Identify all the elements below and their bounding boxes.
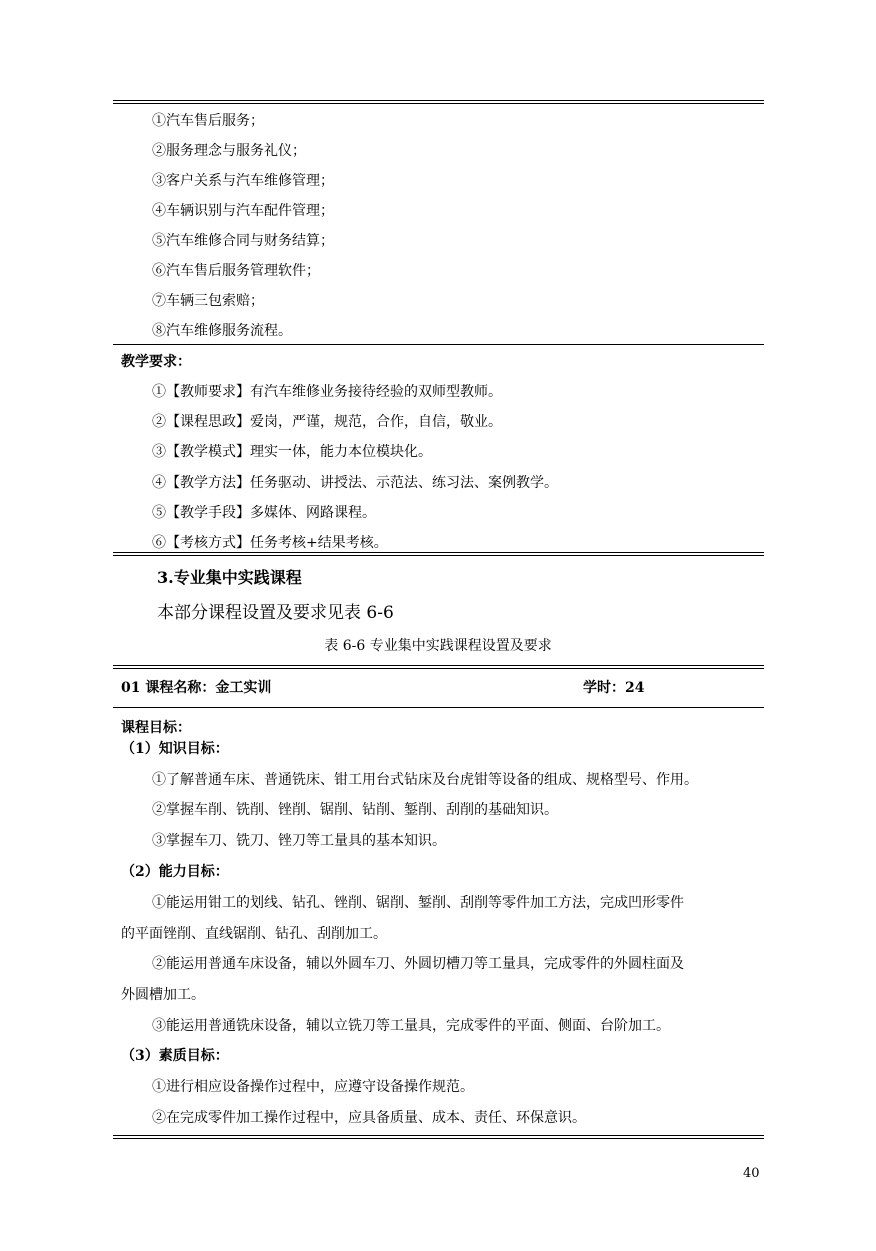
content-item: ④车辆识别与汽车配件管理；	[152, 203, 334, 219]
row-divider	[113, 344, 764, 345]
content-item: ⑧汽车维修服务流程。	[152, 323, 292, 339]
teaching-item: ⑤【教学手段】多媒体、网路课程。	[152, 505, 376, 521]
ability-heading: （2）能力目标：	[121, 864, 229, 880]
knowledge-heading: （1）知识目标：	[121, 741, 229, 757]
teaching-item: ②【课程思政】爱岗，严谨，规范，合作，自信，敬业。	[152, 414, 502, 430]
knowledge-item: ①了解普通车床、普通铣床、钳工用台式钻床及台虎钳等设备的组成、规格型号、作用。	[152, 772, 698, 788]
content-item: ⑦车辆三包索赔；	[152, 293, 264, 309]
table-top-border	[113, 665, 764, 669]
ability-item-line: 的平面锉削、直线锯削、钻孔、刮削加工。	[121, 926, 387, 942]
section-title: 3.专业集中实践课程	[157, 568, 302, 587]
teaching-item: ④【教学方法】任务驱动、讲授法、示范法、练习法、案例教学。	[152, 475, 558, 491]
ability-item-line: ③能运用普通铣床设备，辅以立铣刀等工量具，完成零件的平面、侧面、台阶加工。	[152, 1018, 670, 1034]
table-bottom-border	[113, 1135, 764, 1139]
quality-heading: （3）素质目标：	[121, 1048, 229, 1064]
course-name: 01 课程名称：金工实训	[121, 680, 272, 696]
content-item: ①汽车售后服务；	[152, 113, 264, 129]
ability-item-line: ①能运用钳工的划线、钻孔、锉削、锯削、錾削、刮削等零件加工方法，完成凹形零件	[152, 895, 684, 911]
content-item: ③客户关系与汽车维修管理；	[152, 173, 334, 189]
quality-item: ②在完成零件加工操作过程中，应具备质量、成本、责任、环保意识。	[152, 1110, 586, 1126]
row-divider	[113, 707, 764, 708]
content-item: ⑤汽车维修合同与财务结算；	[152, 233, 334, 249]
content-item: ②服务理念与服务礼仪；	[152, 143, 306, 159]
teaching-item: ①【教师要求】有汽车维修业务接待经验的双师型教师。	[152, 384, 502, 400]
page-number: 40	[743, 1166, 760, 1181]
content-item: ⑥汽车售后服务管理软件；	[152, 263, 320, 279]
teaching-heading: 教学要求：	[121, 354, 191, 370]
table-top-border	[113, 100, 764, 104]
ability-item-line: 外圆槽加工。	[121, 987, 205, 1003]
teaching-item: ⑥【考核方式】任务考核+结果考核。	[152, 535, 388, 551]
knowledge-item: ②掌握车削、铣削、锉削、锯削、钻削、錾削、刮削的基础知识。	[152, 802, 558, 818]
ability-item-line: ②能运用普通车床设备，辅以外圆车刀、外圆切槽刀等工量具，完成零件的外圆柱面及	[152, 956, 684, 972]
teaching-item: ③【教学模式】理实一体，能力本位模块化。	[152, 444, 432, 460]
table-caption: 表 6-6 专业集中实践课程设置及要求	[324, 638, 552, 654]
goals-heading: 课程目标：	[121, 720, 191, 736]
table-bottom-border	[113, 552, 764, 556]
section-intro: 本部分课程设置及要求见表 6-6	[157, 603, 394, 623]
quality-item: ①进行相应设备操作过程中，应遵守设备操作规范。	[152, 1079, 474, 1095]
knowledge-item: ③掌握车刀、铣刀、锉刀等工量具的基本知识。	[152, 833, 446, 849]
course-hours: 学时：24	[583, 680, 645, 696]
